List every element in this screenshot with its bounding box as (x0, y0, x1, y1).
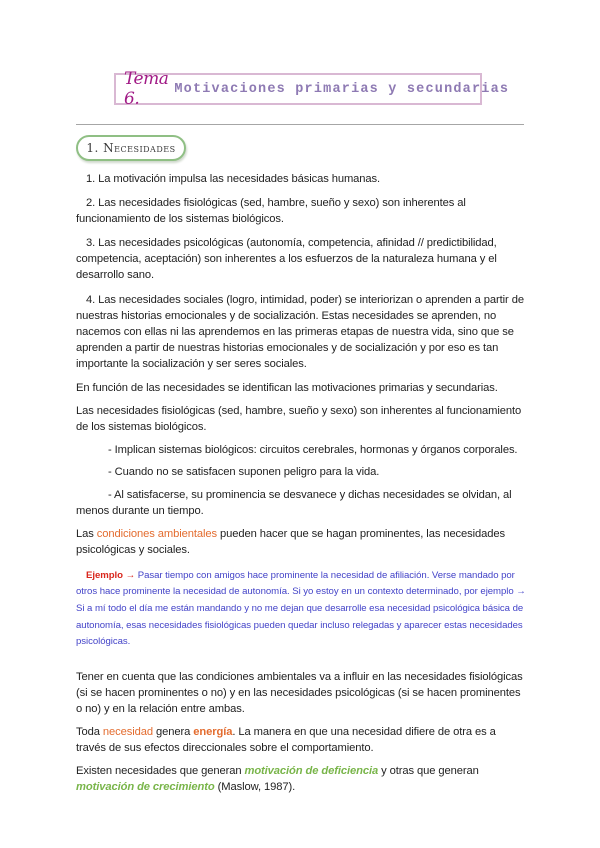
highlight-necesidad: necesidad (102, 726, 153, 739)
body-content (76, 171, 528, 803)
paragraph-5-pre: Toda (76, 726, 103, 739)
paragraph-5-mid: genera (152, 726, 194, 739)
numbered-item-2: 2. Las necesidades fisiológicas (sed, hambre, sueño y sexo) son inherentes al funcionamiento de los sistemas biológicos. (76, 197, 466, 226)
paragraph-1: En función de las necesidades se identifican las motivaciones primarias y secundarias. (76, 382, 498, 395)
paragraph-6-mid: y otras que generan (378, 765, 479, 778)
dash-item-3: - Al satisfacerse, su prominencia se desvanece y dichas necesidades se olvidan, al menos durante un tiempo. (76, 488, 512, 517)
example-block (76, 568, 528, 651)
example-text: Pasar tiempo con amigos hace prominente la necesidad de afiliación. Verse mandado por otros hace prominente la necesidad de autonomía. Si yo estoy en un contexto determinado, por ejemplo → Si a mí todo el día me están mandando y no me dejan que desarrolle esa necesidad psicológica básica de autonomía, esas necesidades fisiológicas pueden quedar incluso relegadas y aparecer estas necesidades psicológicas. (76, 569, 526, 648)
paragraph-6-pre: Existen necesidades que generan (76, 765, 245, 778)
paragraph-3 (76, 526, 528, 558)
paragraph-4: Tener en cuenta que las condiciones ambientales va a influir en las necesidades fisiológicas (si se hacen prominentes o no) y en las necesidades psicológicas (si se hacen prominentes o no) y en la relación entre ambas. (76, 670, 523, 716)
numbered-item-3: 3. Las necesidades psicológicas (autonomía, competencia, afinidad // predictibilidad, competencia, aceptación) son inherentes a los esfuerzos de la naturaleza humana y el desarrollo sano. (76, 237, 497, 282)
paragraph-5-post: . La manera en que una necesidad difiere de otra es a través de sus efectos direccionales sobre el comportamiento. (76, 726, 496, 755)
paragraph-6-post: (Maslow, 1987). (214, 781, 296, 794)
divider (76, 124, 524, 125)
example-label: Ejemplo (86, 569, 123, 581)
numbered-item-1: 1. La motivación impulsa las necesidades básicas humanas. (86, 173, 381, 185)
arrow-icon: → (122, 569, 138, 581)
title-text: Motivaciones primarias y secundarias (174, 81, 510, 97)
paragraph-5 (76, 724, 528, 756)
dash-item-2: - Cuando no se satisfacen suponen peligro para la vida. (108, 466, 380, 479)
section-heading: 1. Necesidades (76, 135, 186, 161)
highlight-deficiencia: motivación de deficiencia (244, 765, 379, 778)
title-box (114, 69, 510, 109)
paragraph-2: Las necesidades fisiológicas (sed, hambre, sueño y sexo) son inherentes al funcionamiento de los sistemas biológicos. (76, 405, 522, 434)
paragraph-3-post: pueden hacer que se hagan prominentes, las necesidades psicológicas y sociales. (76, 527, 506, 556)
title-tema: Tema 6. (124, 69, 169, 109)
highlight-condiciones: condiciones ambientales (96, 527, 217, 540)
numbered-item-4: 4. Las necesidades sociales (logro, intimidad, poder) se interiorizan o aprenden a partir de nuestras historias emocionales y de socialización. Estas necesidades se aprenden, no nacemos con ellas ni las aprendemos en las primeras etapas de nuestra vida, sino que se aprenden a partir de nuestras historias emocionales y de socialización y por eso es tan importante la socialización y ser seres sociales. (76, 293, 524, 370)
dash-item-1: - Implican sistemas biológicos: circuitos cerebrales, hormonas y órganos corporales. (108, 444, 518, 457)
paragraph-3-pre: Las (76, 527, 97, 540)
highlight-energia: energía (193, 726, 233, 739)
highlight-crecimiento: motivación de crecimiento (76, 781, 215, 794)
paragraph-6 (76, 763, 528, 795)
